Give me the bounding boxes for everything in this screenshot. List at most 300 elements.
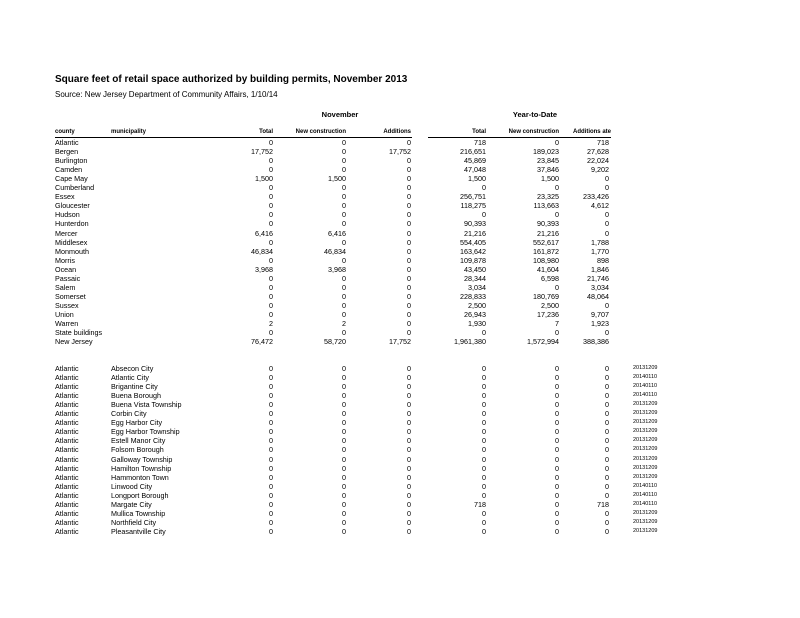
november-new-construction-cell: 0 — [342, 382, 346, 392]
ytd-total-cell: 0 — [482, 391, 486, 401]
ytd-additions-cell: 0 — [605, 228, 609, 238]
november-new-construction-cell: 0 — [342, 192, 346, 202]
november-additions-cell: 0 — [407, 174, 411, 184]
county-cell: Somerset — [55, 291, 86, 301]
group-header-year-to-date: Year-to-Date — [512, 110, 558, 119]
ytd-new-construction-cell: 0 — [555, 183, 559, 193]
ytd-total-cell: 109,878 — [460, 255, 486, 265]
november-new-construction-cell: 0 — [342, 409, 346, 419]
november-total-cell: 0 — [269, 454, 273, 464]
november-total-cell: 0 — [269, 165, 273, 175]
november-new-construction-cell: 46,834 — [324, 246, 346, 256]
november-additions-cell: 0 — [407, 454, 411, 464]
november-new-construction-cell: 0 — [342, 183, 346, 193]
ytd-additions-cell: 718 — [597, 138, 609, 147]
november-total-cell: 0 — [269, 382, 273, 392]
county-row — [0, 238, 800, 247]
county-cell: Atlantic — [55, 490, 79, 500]
county-row — [0, 328, 800, 337]
ytd-new-construction-cell: 0 — [555, 409, 559, 419]
ytd-total-cell: 21,216 — [464, 228, 486, 238]
date-code-cell: 20131209 — [633, 428, 658, 435]
november-additions-cell: 0 — [407, 237, 411, 247]
date-code-cell: 20131209 — [633, 464, 658, 471]
ytd-additions-cell: 0 — [605, 183, 609, 193]
november-additions-cell: 0 — [407, 291, 411, 301]
november-additions-cell: 0 — [407, 255, 411, 265]
county-cell: Atlantic — [55, 391, 79, 401]
ytd-new-construction-cell: 0 — [555, 418, 559, 428]
municipality-row — [0, 509, 800, 518]
november-total-cell: 0 — [269, 490, 273, 500]
november-new-construction-cell: 0 — [342, 418, 346, 428]
november-additions-cell: 0 — [407, 228, 411, 238]
date-code-cell: 20131209 — [633, 437, 658, 444]
county-row — [0, 165, 800, 174]
ytd-additions-cell: 0 — [605, 472, 609, 482]
municipality-row — [0, 500, 800, 509]
municipality-cell: Mullica Township — [111, 508, 166, 518]
municipality-cell: Egg Harbor City — [111, 418, 163, 428]
ytd-additions-cell: 48,064 — [587, 291, 609, 301]
ytd-new-construction-cell: 113,663 — [533, 201, 559, 211]
ytd-new-construction-cell: 0 — [555, 463, 559, 473]
november-additions-cell: 0 — [407, 508, 411, 518]
november-new-construction-cell: 0 — [342, 309, 346, 319]
county-row — [0, 283, 800, 292]
county-cell: Morris — [55, 255, 75, 265]
county-cell: Atlantic — [55, 382, 79, 392]
ytd-new-construction-cell: 0 — [555, 373, 559, 383]
county-cell: Salem — [55, 282, 76, 292]
november-new-construction-cell: 0 — [342, 147, 346, 157]
november-new-construction-cell: 2 — [342, 319, 346, 328]
county-cell: Cumberland — [55, 183, 95, 193]
county-cell: Atlantic — [55, 472, 79, 482]
ytd-new-construction-cell: 6,598 — [541, 273, 559, 283]
date-code-cell: 20140110 — [633, 500, 658, 507]
county-cell: Warren — [55, 319, 79, 328]
ytd-new-construction-cell: 0 — [555, 517, 559, 527]
county-row — [0, 274, 800, 283]
municipality-cell: Galloway Township — [111, 454, 173, 464]
municipality-cell: Corbin City — [111, 409, 147, 419]
column-header-municipality: municipality — [111, 129, 147, 135]
november-additions-cell: 0 — [407, 192, 411, 202]
date-code-cell: 20131209 — [633, 410, 658, 417]
county-cell: State buildings — [55, 328, 103, 338]
ytd-additions-cell: 0 — [605, 526, 609, 536]
county-cell: Passaic — [55, 273, 81, 283]
county-row — [0, 138, 800, 147]
county-row — [0, 219, 800, 228]
county-cell: Gloucester — [55, 201, 90, 211]
ytd-additions-cell: 3,034 — [591, 282, 609, 292]
ytd-total-cell: 0 — [482, 508, 486, 518]
ytd-total-cell: 228,833 — [460, 291, 486, 301]
ytd-additions-cell: 0 — [605, 300, 609, 310]
november-new-construction-cell: 0 — [342, 508, 346, 518]
ytd-total-cell: 0 — [482, 427, 486, 437]
ytd-new-construction-cell: 161,872 — [533, 246, 559, 256]
ytd-additions-cell: 0 — [605, 481, 609, 491]
november-total-cell: 0 — [269, 219, 273, 229]
november-total-cell: 0 — [269, 192, 273, 202]
county-row — [0, 301, 800, 310]
column-header-ytd-new-construction: New construction — [508, 129, 559, 135]
november-total-cell: 1,500 — [255, 174, 273, 184]
november-total-cell: 0 — [269, 300, 273, 310]
ytd-total-cell: 0 — [482, 454, 486, 464]
november-additions-cell: 0 — [407, 246, 411, 256]
november-total-cell: 0 — [269, 237, 273, 247]
ytd-additions-cell: 0 — [605, 490, 609, 500]
november-new-construction-cell: 0 — [342, 210, 346, 220]
ytd-additions-cell: 898 — [597, 255, 609, 265]
county-cell: Atlantic — [55, 138, 79, 147]
ytd-new-construction-cell: 0 — [555, 481, 559, 491]
ytd-new-construction-cell: 23,325 — [537, 192, 559, 202]
november-total-cell: 6,416 — [255, 228, 273, 238]
november-additions-cell: 0 — [407, 472, 411, 482]
november-new-construction-cell: 0 — [342, 165, 346, 175]
november-additions-cell: 0 — [407, 273, 411, 283]
november-total-cell: 0 — [269, 373, 273, 383]
ytd-additions-cell: 0 — [605, 219, 609, 229]
ytd-new-construction-cell: 0 — [555, 282, 559, 292]
municipality-cell: Northfield City — [111, 517, 157, 527]
date-code-cell: 20131209 — [633, 473, 658, 480]
ytd-total-cell: 0 — [482, 400, 486, 410]
november-total-cell: 0 — [269, 138, 273, 147]
county-row — [0, 247, 800, 256]
report-title: Square feet of retail space authorized by building permits, November 2013 — [55, 74, 408, 85]
ytd-new-construction-cell: 0 — [555, 328, 559, 338]
ytd-additions-cell: 1,788 — [591, 237, 609, 247]
county-cell: Atlantic — [55, 418, 79, 428]
ytd-new-construction-cell: 37,846 — [537, 165, 559, 175]
municipality-cell: Hamilton Township — [111, 463, 172, 473]
county-row — [0, 192, 800, 201]
column-header-ytd-total: Total — [472, 129, 486, 135]
municipality-row — [0, 455, 800, 464]
county-row — [0, 319, 800, 328]
november-total-cell: 0 — [269, 391, 273, 401]
november-additions-cell: 0 — [407, 138, 411, 147]
ytd-new-construction-cell: 90,393 — [537, 219, 559, 229]
ytd-total-cell: 0 — [482, 373, 486, 383]
november-additions-cell: 0 — [407, 490, 411, 500]
ytd-total-cell: 0 — [482, 436, 486, 446]
municipality-row — [0, 373, 800, 382]
november-additions-cell: 0 — [407, 219, 411, 229]
ytd-new-construction-cell: 0 — [555, 508, 559, 518]
ytd-additions-cell: 388,386 — [583, 337, 609, 347]
ytd-new-construction-cell: 0 — [555, 499, 559, 509]
ytd-total-cell: 3,034 — [468, 282, 486, 292]
november-new-construction-cell: 58,720 — [324, 337, 346, 347]
county-cell: Atlantic — [55, 499, 79, 509]
november-total-cell: 0 — [269, 499, 273, 509]
county-cell: Atlantic — [55, 409, 79, 419]
ytd-new-construction-cell: 0 — [555, 364, 559, 373]
ytd-additions-cell: 0 — [605, 210, 609, 220]
november-additions-cell: 0 — [407, 382, 411, 392]
ytd-additions-cell: 4,612 — [591, 201, 609, 211]
november-new-construction-cell: 0 — [342, 526, 346, 536]
november-new-construction-cell: 0 — [342, 291, 346, 301]
ytd-new-construction-cell: 2,500 — [541, 300, 559, 310]
november-new-construction-cell: 0 — [342, 255, 346, 265]
ytd-total-cell: 47,048 — [464, 165, 486, 175]
county-cell: Monmouth — [55, 246, 89, 256]
municipality-row — [0, 391, 800, 400]
ytd-total-cell: 0 — [482, 418, 486, 428]
november-new-construction-cell: 3,968 — [328, 264, 346, 274]
ytd-new-construction-cell: 0 — [555, 427, 559, 437]
november-new-construction-cell: 0 — [342, 273, 346, 283]
november-total-cell: 0 — [269, 282, 273, 292]
county-cell: Atlantic — [55, 526, 79, 536]
municipality-cell: Buena Vista Township — [111, 400, 182, 410]
date-code-cell: 20131209 — [633, 527, 658, 534]
municipality-row — [0, 527, 800, 536]
november-total-cell: 3,968 — [255, 264, 273, 274]
ytd-new-construction-cell: 552,617 — [533, 237, 559, 247]
ytd-new-construction-cell: 0 — [555, 445, 559, 455]
november-additions-cell: 17,752 — [389, 337, 411, 347]
ytd-new-construction-cell: 189,023 — [533, 147, 559, 157]
municipality-cell: Brigantine City — [111, 382, 158, 392]
november-new-construction-cell: 0 — [342, 300, 346, 310]
november-total-cell: 0 — [269, 445, 273, 455]
november-new-construction-cell: 0 — [342, 201, 346, 211]
november-additions-cell: 0 — [407, 445, 411, 455]
ytd-additions-cell: 1,846 — [591, 264, 609, 274]
november-new-construction-cell: 0 — [342, 499, 346, 509]
november-total-cell: 0 — [269, 472, 273, 482]
county-row — [0, 256, 800, 265]
ytd-additions-cell: 9,202 — [591, 165, 609, 175]
date-code-cell: 20131209 — [633, 446, 658, 453]
ytd-additions-cell: 0 — [605, 382, 609, 392]
ytd-additions-cell: 0 — [605, 409, 609, 419]
november-total-cell: 0 — [269, 427, 273, 437]
november-additions-cell: 0 — [407, 463, 411, 473]
county-cell: Camden — [55, 165, 83, 175]
ytd-new-construction-cell: 1,572,994 — [527, 337, 559, 347]
ytd-new-construction-cell: 0 — [555, 436, 559, 446]
november-total-cell: 0 — [269, 255, 273, 265]
municipality-cell: Linwood City — [111, 481, 153, 491]
november-additions-cell: 0 — [407, 183, 411, 193]
ytd-total-cell: 0 — [482, 481, 486, 491]
municipality-cell: Buena Borough — [111, 391, 161, 401]
column-header-ytd-additions: Additions ate — [572, 129, 611, 135]
date-code-cell: 20131209 — [633, 365, 658, 371]
date-code-cell: 20131209 — [633, 419, 658, 426]
ytd-new-construction-cell: 17,236 — [537, 309, 559, 319]
november-additions-cell: 0 — [407, 427, 411, 437]
november-new-construction-cell: 0 — [342, 364, 346, 373]
november-additions-cell: 0 — [407, 526, 411, 536]
ytd-additions-cell: 0 — [605, 400, 609, 410]
county-cell: Atlantic — [55, 427, 79, 437]
ytd-additions-cell: 0 — [605, 328, 609, 338]
november-total-cell: 0 — [269, 409, 273, 419]
ytd-new-construction-cell: 21,216 — [537, 228, 559, 238]
date-code-cell: 20140110 — [633, 374, 658, 381]
november-total-cell: 46,834 — [251, 246, 273, 256]
county-cell: Atlantic — [55, 463, 79, 473]
county-cell: Hunterdon — [55, 219, 89, 229]
ytd-total-cell: 216,651 — [460, 147, 486, 157]
municipality-cell: Longport Borough — [111, 490, 169, 500]
november-new-construction-cell: 0 — [342, 282, 346, 292]
ytd-additions-cell: 0 — [605, 174, 609, 184]
november-additions-cell: 0 — [407, 499, 411, 509]
county-cell: Middlesex — [55, 237, 88, 247]
county-row — [0, 292, 800, 301]
ytd-total-cell: 26,943 — [464, 309, 486, 319]
municipality-row — [0, 482, 800, 491]
november-total-cell: 0 — [269, 328, 273, 338]
county-cell: Ocean — [55, 264, 77, 274]
municipality-row — [0, 418, 800, 427]
county-row — [0, 156, 800, 165]
ytd-total-cell: 0 — [482, 526, 486, 536]
county-row — [0, 310, 800, 319]
column-header-november-new-construction: New construction — [295, 129, 346, 135]
ytd-total-cell: 0 — [482, 445, 486, 455]
ytd-additions-cell: 0 — [605, 418, 609, 428]
november-new-construction-cell: 0 — [342, 436, 346, 446]
november-additions-cell: 0 — [407, 436, 411, 446]
ytd-total-cell: 43,450 — [464, 264, 486, 274]
date-code-cell: 20131209 — [633, 401, 658, 408]
ytd-total-cell: 0 — [482, 517, 486, 527]
county-cell: Atlantic — [55, 517, 79, 527]
county-cell: Atlantic — [55, 400, 79, 410]
november-additions-cell: 0 — [407, 210, 411, 220]
ytd-new-construction-cell: 23,845 — [537, 156, 559, 166]
ytd-new-construction-cell: 0 — [555, 382, 559, 392]
column-header-november-total: Total — [259, 129, 273, 135]
november-additions-cell: 0 — [407, 156, 411, 166]
ytd-new-construction-cell: 0 — [555, 490, 559, 500]
november-total-cell: 0 — [269, 517, 273, 527]
ytd-new-construction-cell: 0 — [555, 526, 559, 536]
november-new-construction-cell: 0 — [342, 156, 346, 166]
ytd-additions-cell: 1,923 — [591, 319, 609, 328]
municipality-row — [0, 400, 800, 409]
november-total-cell: 0 — [269, 526, 273, 536]
november-total-cell: 0 — [269, 201, 273, 211]
column-header-county: county — [55, 129, 75, 135]
municipality-cell: Margate City — [111, 499, 152, 509]
ytd-total-cell: 2,500 — [468, 300, 486, 310]
november-total-cell: 0 — [269, 210, 273, 220]
november-additions-cell: 0 — [407, 309, 411, 319]
november-additions-cell: 0 — [407, 319, 411, 328]
ytd-new-construction-cell: 0 — [555, 454, 559, 464]
ytd-additions-cell: 0 — [605, 436, 609, 446]
county-row — [0, 147, 800, 156]
ytd-total-cell: 0 — [482, 409, 486, 419]
county-cell: Essex — [55, 192, 75, 202]
ytd-total-cell: 0 — [482, 490, 486, 500]
ytd-total-cell: 1,500 — [468, 174, 486, 184]
ytd-additions-cell: 9,707 — [591, 309, 609, 319]
november-additions-cell: 0 — [407, 364, 411, 373]
november-new-construction-cell: 0 — [342, 463, 346, 473]
ytd-total-cell: 0 — [482, 382, 486, 392]
county-cell: Bergen — [55, 147, 79, 157]
county-row — [0, 229, 800, 238]
november-new-construction-cell: 0 — [342, 481, 346, 491]
november-additions-cell: 0 — [407, 418, 411, 428]
ytd-total-cell: 90,393 — [464, 219, 486, 229]
november-new-construction-cell: 0 — [342, 391, 346, 401]
municipality-cell: Hammonton Town — [111, 472, 169, 482]
date-code-cell: 20131209 — [633, 455, 658, 462]
ytd-total-cell: 0 — [482, 463, 486, 473]
november-total-cell: 0 — [269, 508, 273, 518]
ytd-additions-cell: 0 — [605, 427, 609, 437]
november-additions-cell: 0 — [407, 517, 411, 527]
group-header-november: November — [321, 110, 359, 119]
date-code-cell: 20140110 — [633, 383, 658, 390]
november-new-construction-cell: 0 — [342, 138, 346, 147]
county-cell: Atlantic — [55, 508, 79, 518]
state-total-row — [0, 337, 800, 346]
county-cell: Atlantic — [55, 454, 79, 464]
november-total-cell: 0 — [269, 156, 273, 166]
november-new-construction-cell: 6,416 — [328, 228, 346, 238]
ytd-total-cell: 0 — [482, 328, 486, 338]
november-new-construction-cell: 0 — [342, 373, 346, 383]
november-additions-cell: 0 — [407, 391, 411, 401]
ytd-new-construction-cell: 180,769 — [533, 291, 559, 301]
november-new-construction-cell: 0 — [342, 400, 346, 410]
county-cell: Cape May — [55, 174, 88, 184]
ytd-total-cell: 718 — [474, 499, 486, 509]
november-total-cell: 0 — [269, 418, 273, 428]
ytd-new-construction-cell: 108,980 — [533, 255, 559, 265]
ytd-total-cell: 0 — [482, 364, 486, 373]
ytd-total-cell: 45,869 — [464, 156, 486, 166]
november-additions-cell: 0 — [407, 481, 411, 491]
report-source: Source: New Jersey Department of Community Affairs, 1/10/14 — [55, 90, 278, 99]
county-row — [0, 183, 800, 192]
municipality-row — [0, 427, 800, 436]
ytd-additions-cell: 0 — [605, 364, 609, 373]
november-new-construction-cell: 0 — [342, 237, 346, 247]
municipality-row — [0, 436, 800, 445]
november-new-construction-cell: 0 — [342, 427, 346, 437]
ytd-total-cell: 118,275 — [460, 201, 486, 211]
municipality-cell: Pleasantville City — [111, 526, 166, 536]
municipality-row — [0, 364, 800, 373]
november-new-construction-cell: 0 — [342, 445, 346, 455]
county-cell: Atlantic — [55, 436, 79, 446]
county-cell: Mercer — [55, 228, 78, 238]
municipality-cell: Absecon City — [111, 364, 154, 373]
ytd-additions-cell: 0 — [605, 463, 609, 473]
ytd-additions-cell: 21,746 — [587, 273, 609, 283]
november-total-cell: 0 — [269, 183, 273, 193]
county-cell: Sussex — [55, 300, 79, 310]
